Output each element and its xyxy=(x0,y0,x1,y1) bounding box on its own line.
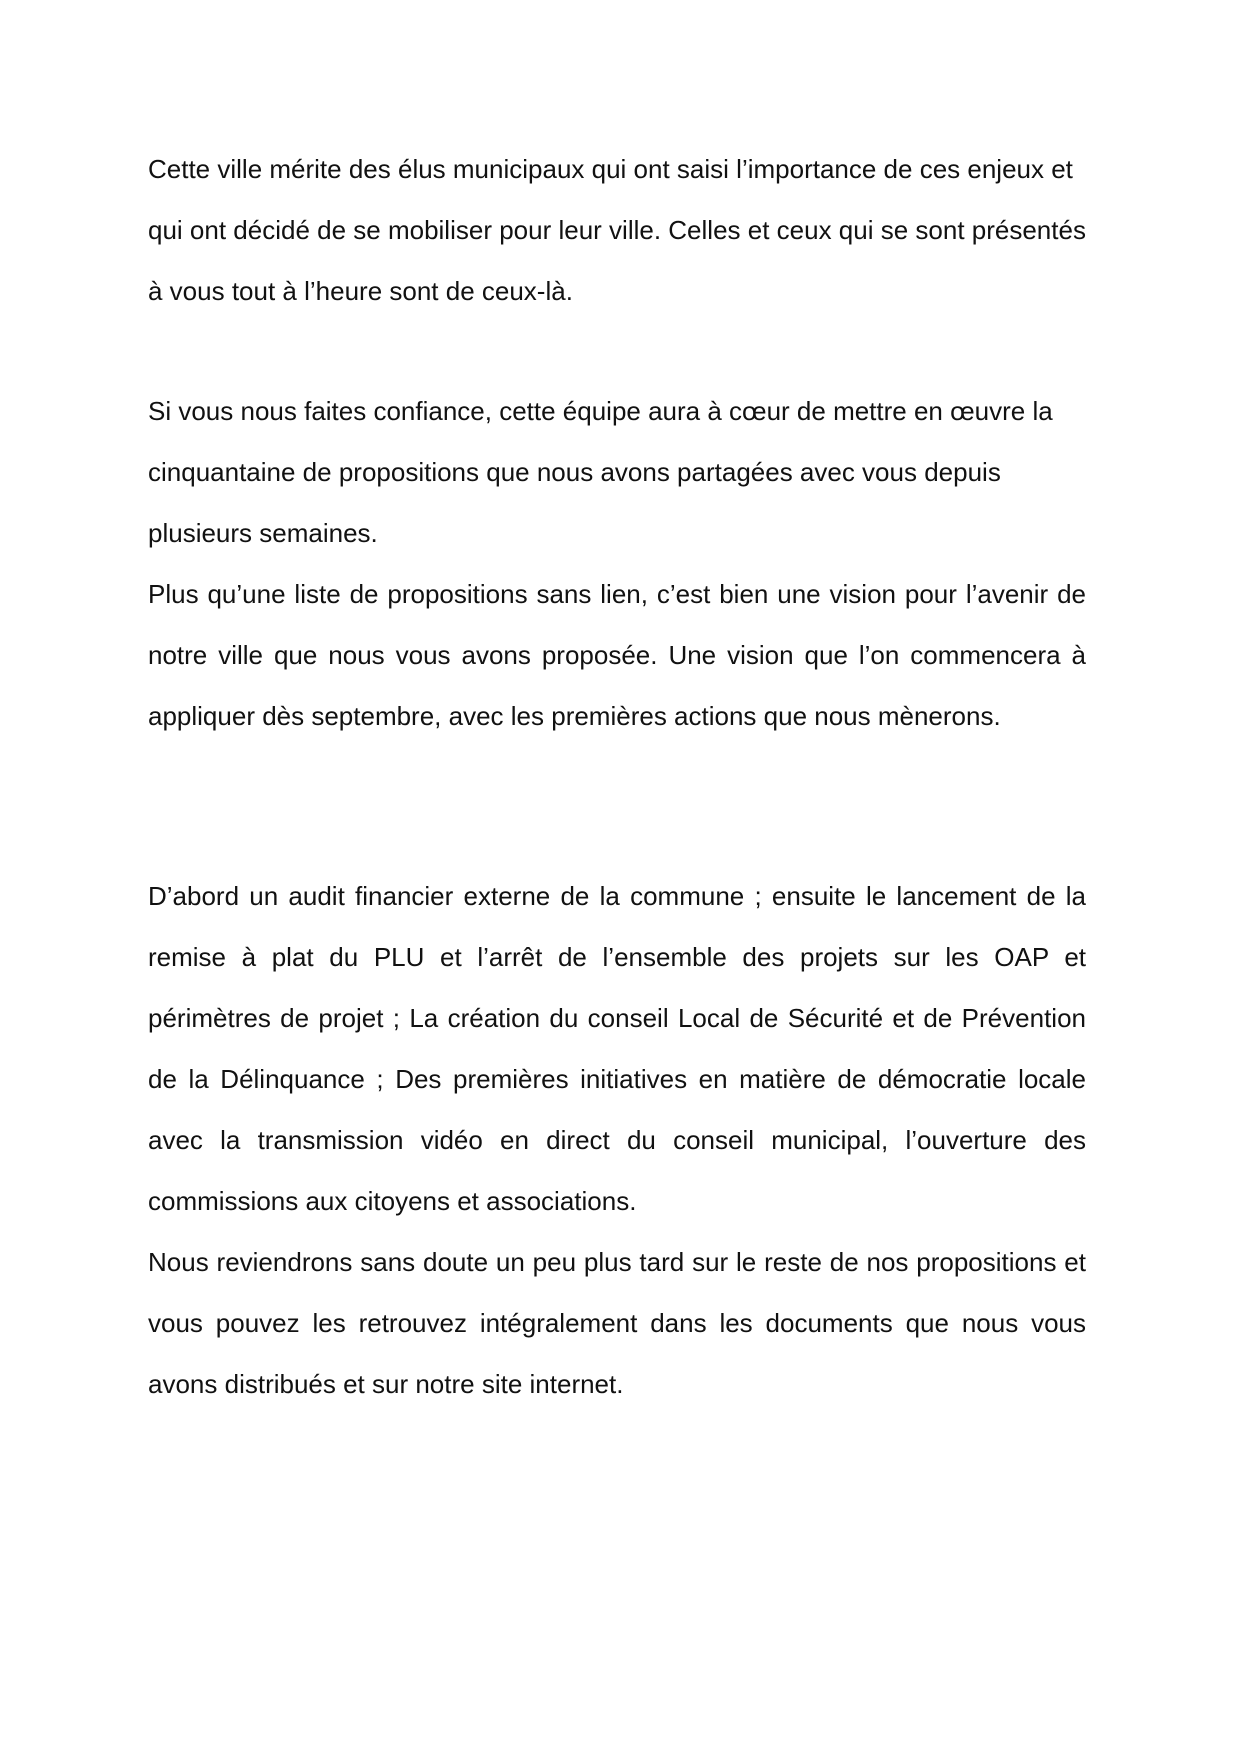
paragraph-4: D’abord un audit financier externe de la commune ; ensuite le lancement de la remise à plat du PLU et l’arrêt de l’ensemble des projets sur les OAP et périmètres de projet ; La création du conseil Local de Sécurité et de Prévention de la Délinquance ; Des premières initiatives en matière de démocratie locale avec la transmission vidéo en direct du conseil municipal, l’ouverture des commissions aux citoyens et associations. xyxy=(148,881,1086,1216)
text-block-2 xyxy=(148,381,1086,747)
paragraph-5: Nous reviendrons sans doute un peu plus tard sur le reste de nos propositions et vous pouvez les retrouvez intégralement dans les documents que nous vous avons distribués et sur notre site internet. xyxy=(148,1247,1086,1399)
paragraph-3: Plus qu’une liste de propositions sans lien, c’est bien une vision pour l’avenir de notre ville que nous vous avons proposée. Une vision que l’on commencera à appliquer dès septembre, avec les premières actions que nous mènerons. xyxy=(148,579,1086,731)
text-block-3 xyxy=(148,866,1086,1415)
text-block-1 xyxy=(148,139,1086,322)
paragraph-1: Cette ville mérite des élus municipaux qui ont saisi l’importance de ces enjeux et qui ont décidé de se mobiliser pour leur ville. Celles et ceux qui se sont présentés à vous tout à l’heure sont de ceux-là. xyxy=(148,154,1086,306)
paragraph-2: Si vous nous faites confiance, cette équipe aura à cœur de mettre en œuvre la cinquantaine de propositions que nous avons partagées avec vous depuis plusieurs semaines. xyxy=(148,396,1053,548)
